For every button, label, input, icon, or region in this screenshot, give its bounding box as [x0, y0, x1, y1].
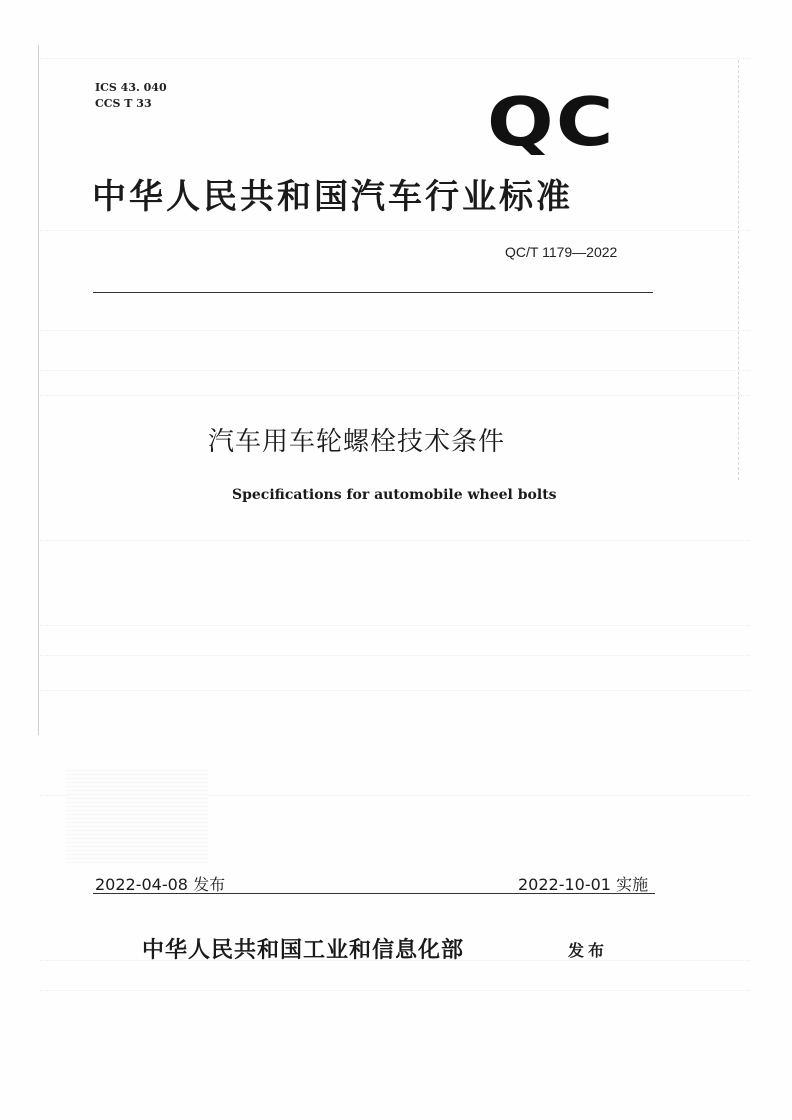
- issue-date: 2022-04-08 发布: [95, 875, 226, 894]
- standard-number: QC/T 1179—2022: [505, 244, 618, 260]
- standard-organization: 中华人民共和国汽车行业标准: [92, 177, 573, 217]
- ccs-code: CCS T 33: [95, 97, 152, 110]
- qc-logo: QC: [487, 83, 616, 162]
- binding-edge: [38, 45, 39, 735]
- title-chinese: 汽车用车轮螺栓技术条件: [208, 427, 506, 457]
- footer-divider: [93, 893, 655, 894]
- implementation-date: 2022-10-01 实施: [518, 875, 649, 894]
- scan-edge: [738, 60, 740, 480]
- stamp-area: [66, 768, 208, 863]
- ics-code: ICS 43. 040: [95, 81, 167, 94]
- publisher: 中华人民共和国工业和信息化部: [142, 938, 465, 963]
- header-divider: [93, 292, 653, 293]
- title-english: Specifications for automobile wheel bolts: [232, 487, 557, 503]
- publish-label: 发布: [568, 941, 609, 960]
- classification-codes: [95, 80, 167, 112]
